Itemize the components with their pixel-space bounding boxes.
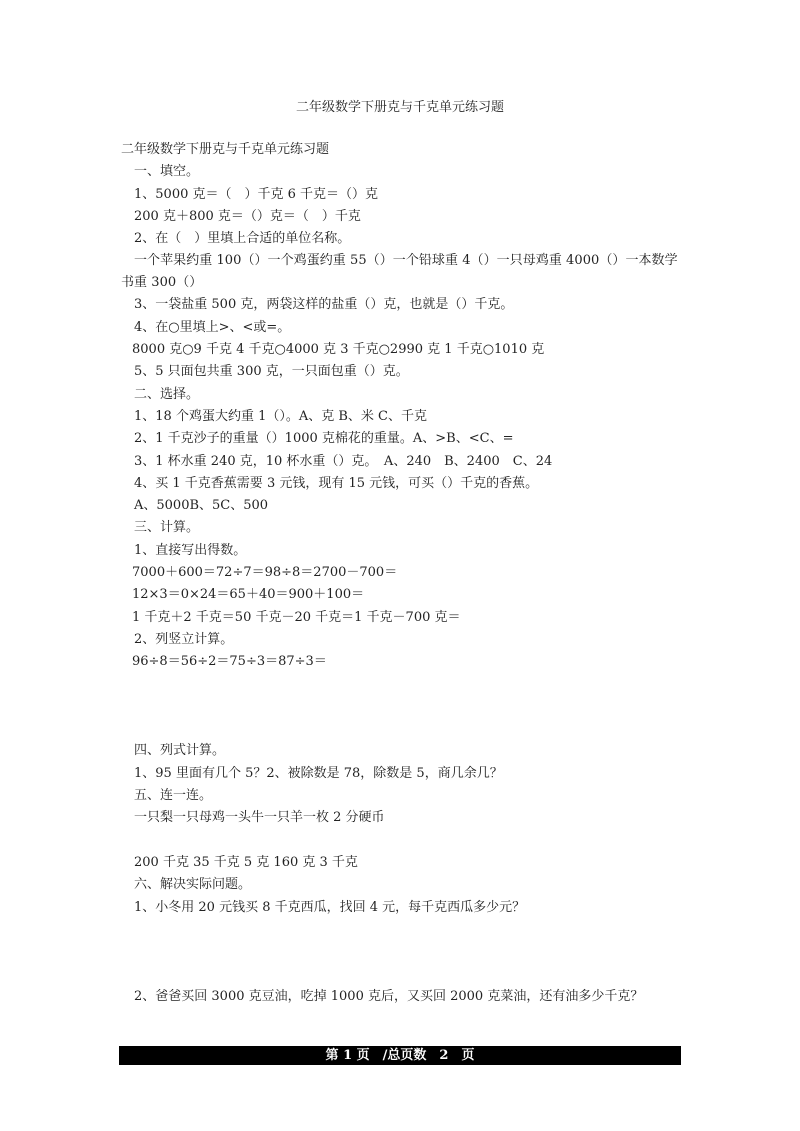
- question-3-1-row-2: 12×3＝0×24＝65＋40＝900＋100＝: [132, 587, 365, 603]
- page-footer: [119, 1046, 681, 1065]
- matching-items-bottom: 200 千克 35 千克 5 克 160 克 3 千克: [134, 854, 358, 870]
- question-2-4-options: A、5000B、5C、500: [134, 498, 269, 514]
- question-1-2: 2、在（ ）里填上合适的单位名称。: [134, 231, 351, 247]
- spacer: [121, 696, 701, 718]
- question-3-2: 2、列竖立计算。: [134, 631, 234, 647]
- question-1-1a: 1、5000 克＝（ ）千克 6 千克＝（）克: [134, 186, 379, 202]
- spacer: [121, 718, 701, 740]
- spacer: [121, 941, 701, 963]
- question-2-4: 4、买 1 千克香蕉需要 3 元钱，现有 15 元钱，可买（）千克的香蕉。: [134, 475, 539, 491]
- document-body: [121, 139, 701, 1008]
- spacer: [121, 963, 701, 985]
- question-6-1: 1、小冬用 20 元钱买 8 千克西瓜，找回 4 元，每千克西瓜多少元？: [134, 899, 526, 915]
- question-1-4: 4、在○里填上>、<或=。: [134, 319, 291, 335]
- section-4-heading: 四、列式计算。: [134, 743, 226, 759]
- question-1-4-items: 8000 克○9 千克 4 千克○4000 克 3 千克○2990 克 1 千克○1010 克: [132, 342, 545, 358]
- question-1-1b: 200 克＋800 克＝（）克＝（ ）千克: [134, 208, 361, 224]
- question-1-3: 3、一袋盐重 500 克，两袋这样的盐重（）克，也就是（）千克。: [134, 297, 514, 313]
- question-3-1-row-1: 7000＋600＝72÷7＝98÷8＝2700－700＝: [132, 565, 398, 581]
- section-5-heading: 五、连一连。: [134, 788, 213, 804]
- section-2-heading: 二、选择。: [134, 386, 200, 402]
- question-2-2: 2、1 千克沙子的重量（）1000 克棉花的重量。A、>B、<C、=: [134, 431, 514, 447]
- section-6-heading: 六、解决实际问题。: [134, 877, 252, 893]
- page-title: 二年级数学下册克与千克单元练习题: [295, 100, 504, 115]
- question-3-1-row-3: 1 千克＋2 千克＝50 千克－20 千克＝1 千克－700 克＝: [132, 609, 461, 625]
- question-2-3: 3、1 杯水重 240 克，10 杯水重（）克。 A、240 B、2400 C、24: [134, 453, 553, 469]
- spacer: [121, 830, 701, 852]
- section-3-heading: 三、计算。: [134, 520, 200, 536]
- question-1-2-items: 一个苹果约重 100（）一个鸡蛋约重 55（）一个铅球重 4（）一只母鸡重 4000（）一本数学书重 300（）: [121, 253, 678, 291]
- question-2-1: 1、18 个鸡蛋大约重 1（）。A、克 B、米 C、千克: [134, 408, 428, 424]
- question-1-5: 5、5 只面包共重 300 克，一只面包重（）克。: [134, 364, 409, 380]
- question-6-2: 2、爸爸买回 3000 克豆油，吃掉 1000 克后，又买回 2000 克菜油，还有油多少千克？: [134, 988, 644, 1004]
- document-heading: 二年级数学下册克与千克单元练习题: [121, 142, 330, 157]
- matching-items-top: 一只梨一只母鸡一头牛一只羊一枚 2 分硬币: [134, 810, 385, 826]
- question-4-1: 1、95 里面有几个 5？2、被除数是 78，除数是 5，商几余几？: [134, 765, 503, 781]
- spacer: [121, 674, 701, 696]
- section-1-heading: 一、填空。: [134, 164, 200, 180]
- page-indicator: 第 1 页 /总页数 2 页: [325, 1048, 475, 1063]
- question-3-1: 1、直接写出得数。: [134, 542, 247, 558]
- question-3-2-row: 96÷8＝56÷2＝75÷3＝87÷3＝: [132, 654, 327, 670]
- spacer: [121, 919, 701, 941]
